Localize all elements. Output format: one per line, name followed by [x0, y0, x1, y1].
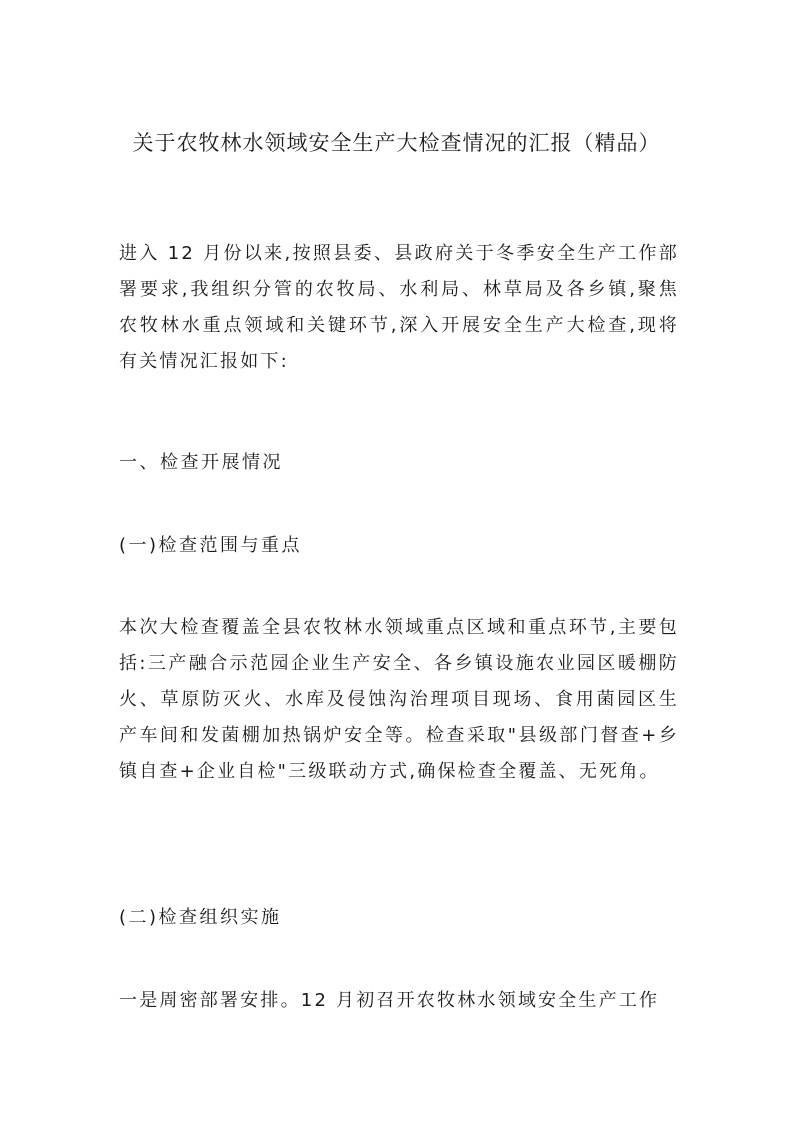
document-title: 关于农牧林水领域安全生产大检查情况的汇报（精品） [132, 131, 661, 155]
intro-paragraph: 进入 12 月份以来,按照县委、县政府关于冬季安全生产工作部署要求,我组织分管的农牧局、水利局、林草局及各乡镇,聚焦农牧林水重点领域和关键环节,深入开展安全生产大检查,现将有关情况汇报如下: [119, 243, 679, 372]
body-paragraph: 本次大检查覆盖全县农牧林水领域重点区域和重点环节,主要包括:三产融合示范园企业生产安全、各乡镇设施农业园区暖棚防火、草原防灭火、水库及侵蚀沟治理项目现场、食用菌园区生产车间和发菌棚加热锅炉安全等。检查采取"县级部门督查+乡镇自查+企业自检"三级联动方式,确保检查全覆盖、无死角。 [119, 617, 679, 782]
subsection-heading: (二)检查组织实施 [119, 907, 282, 928]
subsection-heading: (一)检查范围与重点 [119, 535, 303, 556]
section-heading: 一、检查开展情况 [119, 452, 283, 473]
body-paragraph: 一是周密部署安排。12 月初召开农牧林水领域安全生产工作 [119, 990, 660, 1011]
